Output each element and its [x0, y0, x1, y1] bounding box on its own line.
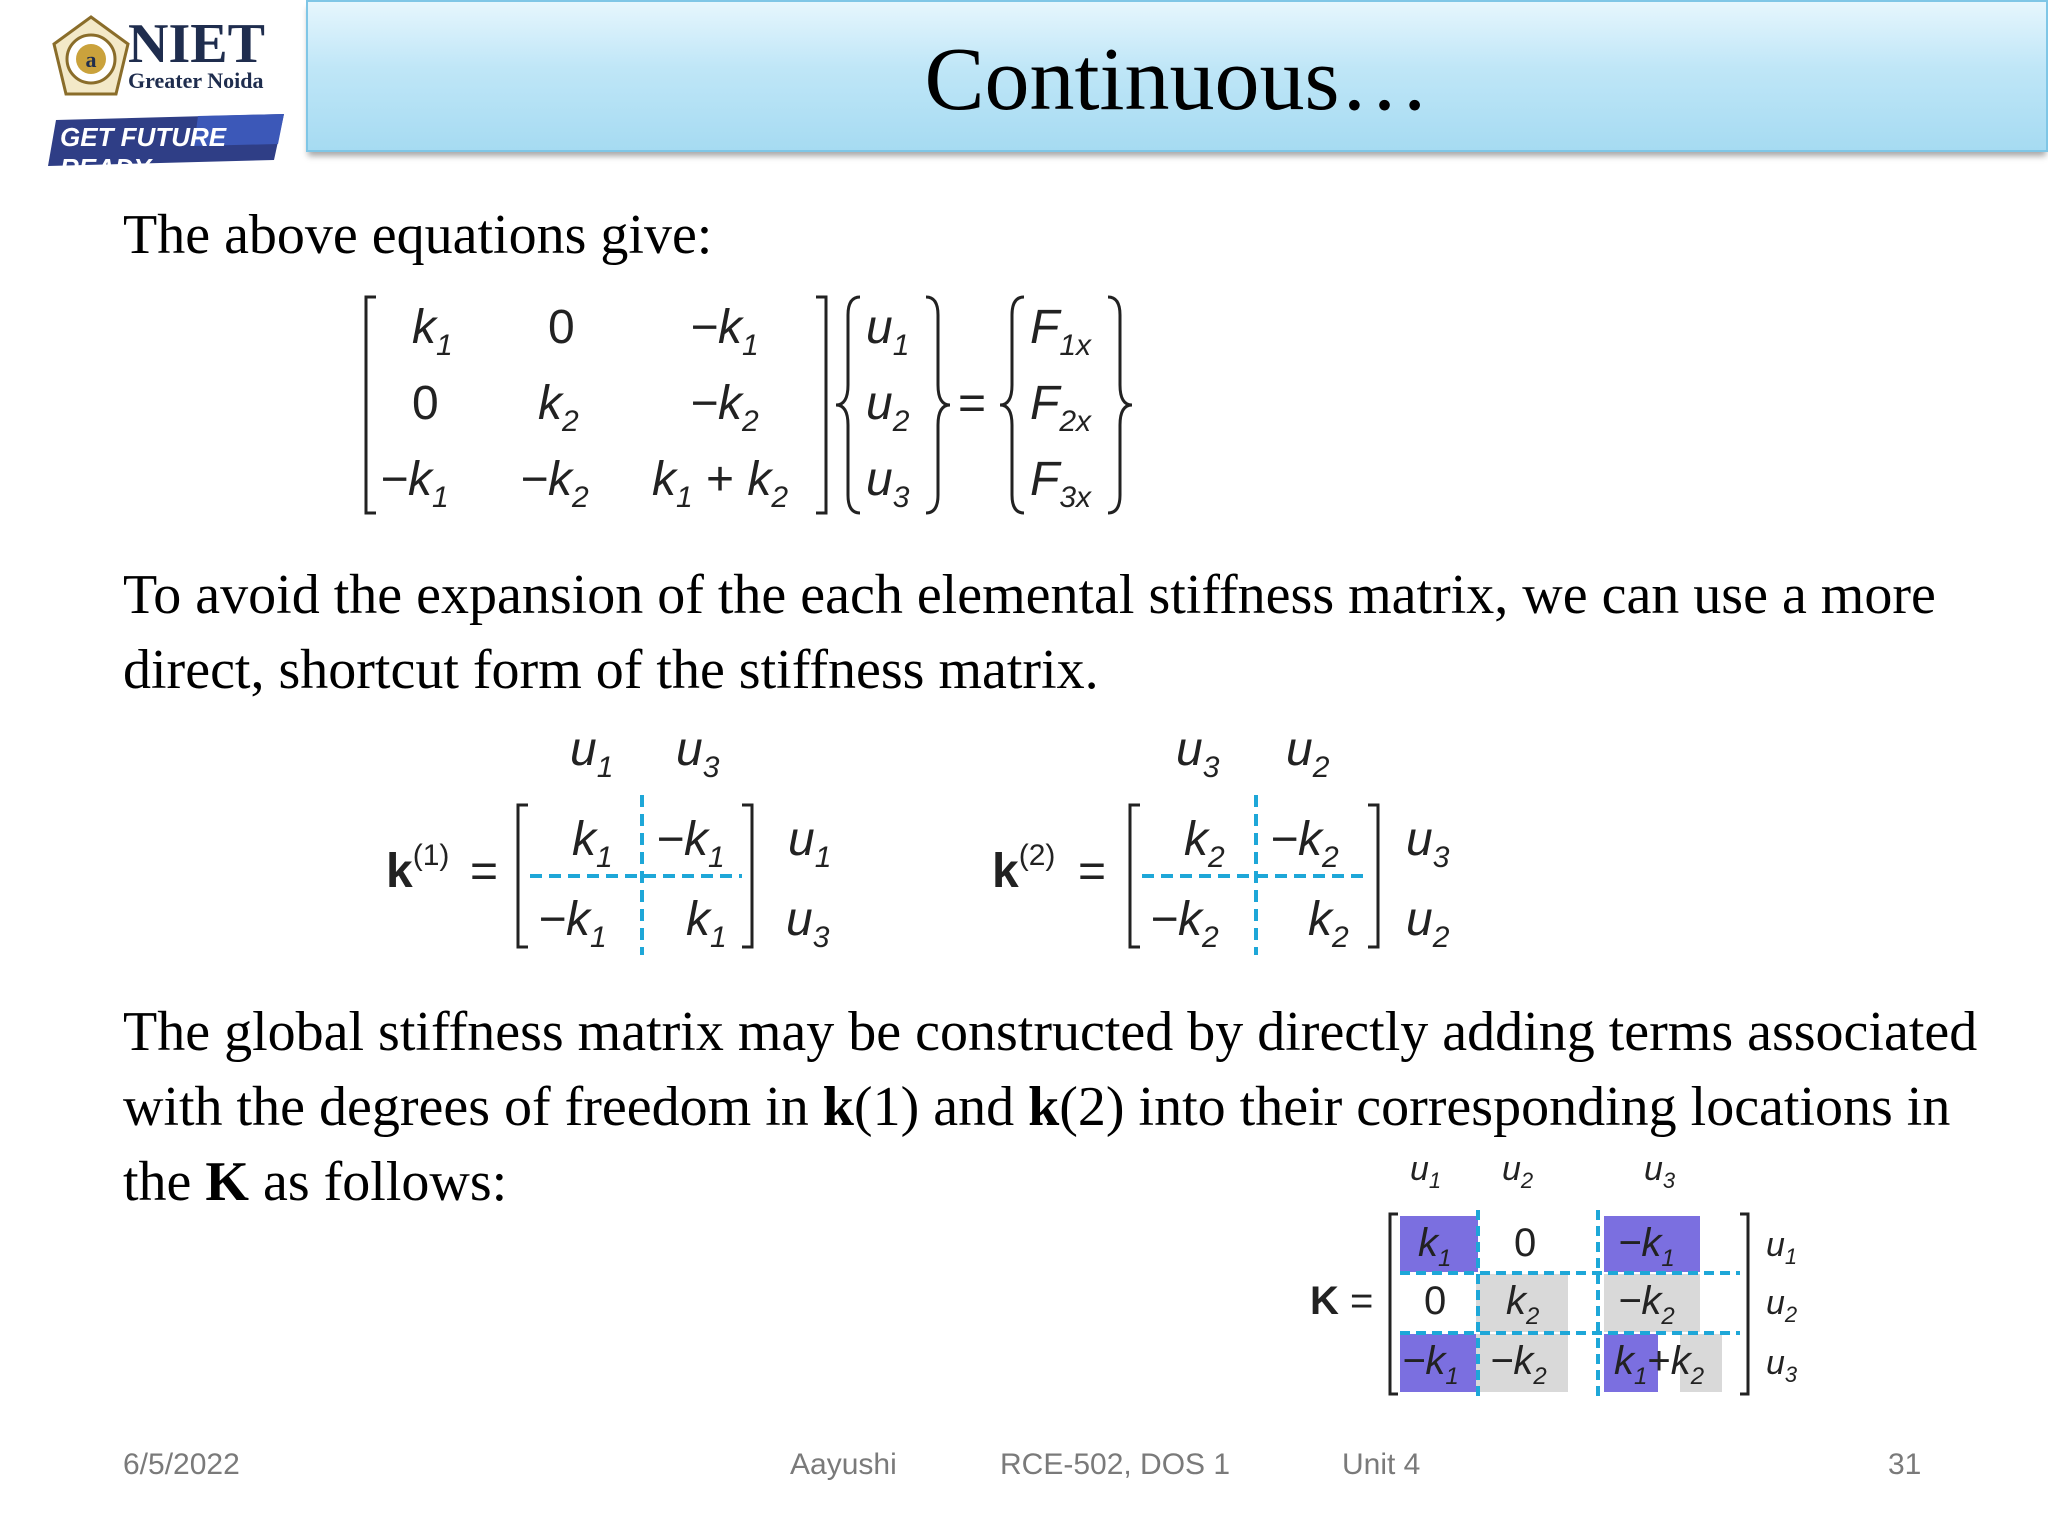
niet-logo [40, 8, 300, 183]
svg-text:0: 0 [1514, 1221, 1537, 1265]
svg-text:−k2: $-k_2$ [1270, 813, 1339, 874]
svg-text:u1: $u_1$ [1410, 1150, 1442, 1193]
assembly-text-b: (1) and [853, 1076, 1029, 1138]
svg-text:−k1: $-k_1$ [1402, 1339, 1459, 1390]
svg-text:F1x: $F_{1x}$ [1030, 301, 1092, 362]
svg-text:u2: $u_2$ [1406, 893, 1450, 954]
svg-text:k2: $k_2$ [538, 377, 579, 438]
footer-author: Aayushi [790, 1448, 897, 1481]
svg-text:−k1: $-k_1$ [380, 453, 449, 514]
assembly-text-d: as follows: [248, 1151, 508, 1213]
svg-text:=: = [958, 377, 987, 430]
svg-text:k1: $k_1$ [686, 893, 727, 954]
logo-name: NIET [128, 13, 265, 75]
svg-text:k2: $k_2$ [1506, 1279, 1540, 1330]
svg-text:k(1): $k^{(1)}$ [386, 839, 450, 898]
svg-text:=: = [1350, 1279, 1374, 1323]
shortcut-text: To avoid the expansion of the each elemental stiffness matrix, we can use a more direct, shortcut form of the stiffness matrix. [123, 564, 1936, 701]
svg-text:−k2: $-k_2$ [1150, 893, 1219, 954]
svg-text:u3: $u_3$ [1406, 813, 1450, 874]
svg-text:u1: $u_1$ [866, 301, 910, 362]
svg-text:0: 0 [1424, 1279, 1447, 1323]
svg-text:k2: $k_2$ [1184, 813, 1225, 874]
svg-text:−k2: $-k_2$ [1490, 1339, 1547, 1390]
svg-text:u1: $u_1$ [788, 813, 832, 874]
svg-text:−k1: $-k_1$ [656, 813, 725, 874]
svg-text:−k2: $-k_2$ [1618, 1279, 1675, 1330]
svg-text:K: K [1310, 1279, 1339, 1323]
svg-text:k(2): $k^{(2)}$ [992, 839, 1056, 898]
svg-text:u3: $u_3$ [866, 453, 910, 514]
k-symbol-1: k [822, 1076, 854, 1138]
svg-text:0: 0 [548, 301, 575, 354]
svg-text:−k1: $-k_1$ [538, 893, 607, 954]
svg-text:u3: $u_3$ [676, 723, 720, 784]
svg-text:F3x: $F_{3x}$ [1030, 453, 1092, 514]
svg-text:k1 + k2: $k_1 + k_2$ [652, 453, 789, 514]
svg-text:−k1: $-k_1$ [1618, 1221, 1675, 1272]
assembly-text-a: The global stiffness matrix may be constructed by directly adding terms associated with the degrees of freedom in [123, 1001, 1978, 1138]
svg-text:k2: $k_2$ [1308, 893, 1349, 954]
intro-text: The above equations give: [123, 204, 713, 266]
svg-text:−k2: $-k_2$ [520, 453, 589, 514]
k-symbol-2: k [1028, 1076, 1060, 1138]
svg-text:a: a [85, 47, 97, 72]
svg-text:=: = [470, 845, 499, 898]
svg-text:u3: $u_3$ [1176, 723, 1220, 784]
svg-text:k1: $k_1$ [1418, 1221, 1452, 1272]
footer-page-number: 31 [1888, 1448, 1922, 1481]
svg-text:u2: $u_2$ [1766, 1284, 1798, 1327]
seal-icon [48, 14, 134, 100]
svg-text:0: 0 [412, 377, 439, 430]
global-system-equation [360, 285, 1140, 525]
svg-text:k1+k2: $k_1+k_2$ [1614, 1339, 1705, 1390]
svg-text:u3: $u_3$ [1644, 1150, 1676, 1193]
svg-text:u2: $u_2$ [866, 377, 910, 438]
logo-tagline: GET FUTURE READY [60, 122, 227, 183]
svg-text:−k2: $-k_2$ [690, 377, 759, 438]
element-stiffness-matrices [380, 715, 1480, 965]
svg-text:u3: $u_3$ [1766, 1344, 1798, 1387]
footer-course: RCE-502, DOS 1 [1000, 1448, 1231, 1481]
svg-text:k1: $k_1$ [412, 301, 453, 362]
assembly-text-c: (2) into their corresponding locations in the [123, 1076, 1951, 1213]
slide-title: Continuous… [924, 30, 1430, 129]
svg-text:−k1: $-k_1$ [690, 301, 759, 362]
K-symbol: K [205, 1151, 249, 1213]
footer-date: 6/5/2022 [123, 1448, 240, 1481]
svg-text:=: = [1078, 845, 1107, 898]
svg-text:u3: $u_3$ [786, 893, 830, 954]
svg-text:u1: $u_1$ [570, 723, 614, 784]
svg-text:u1: $u_1$ [1766, 1226, 1798, 1269]
svg-text:k1: $k_1$ [572, 813, 613, 874]
svg-text:F2x: $F_{2x}$ [1030, 377, 1092, 438]
logo-location: Greater Noida [128, 68, 264, 93]
svg-text:u2: $u_2$ [1286, 723, 1330, 784]
assembled-global-matrix [1300, 1140, 1820, 1410]
svg-text:u2: $u_2$ [1502, 1150, 1534, 1193]
footer-unit: Unit 4 [1342, 1448, 1421, 1481]
